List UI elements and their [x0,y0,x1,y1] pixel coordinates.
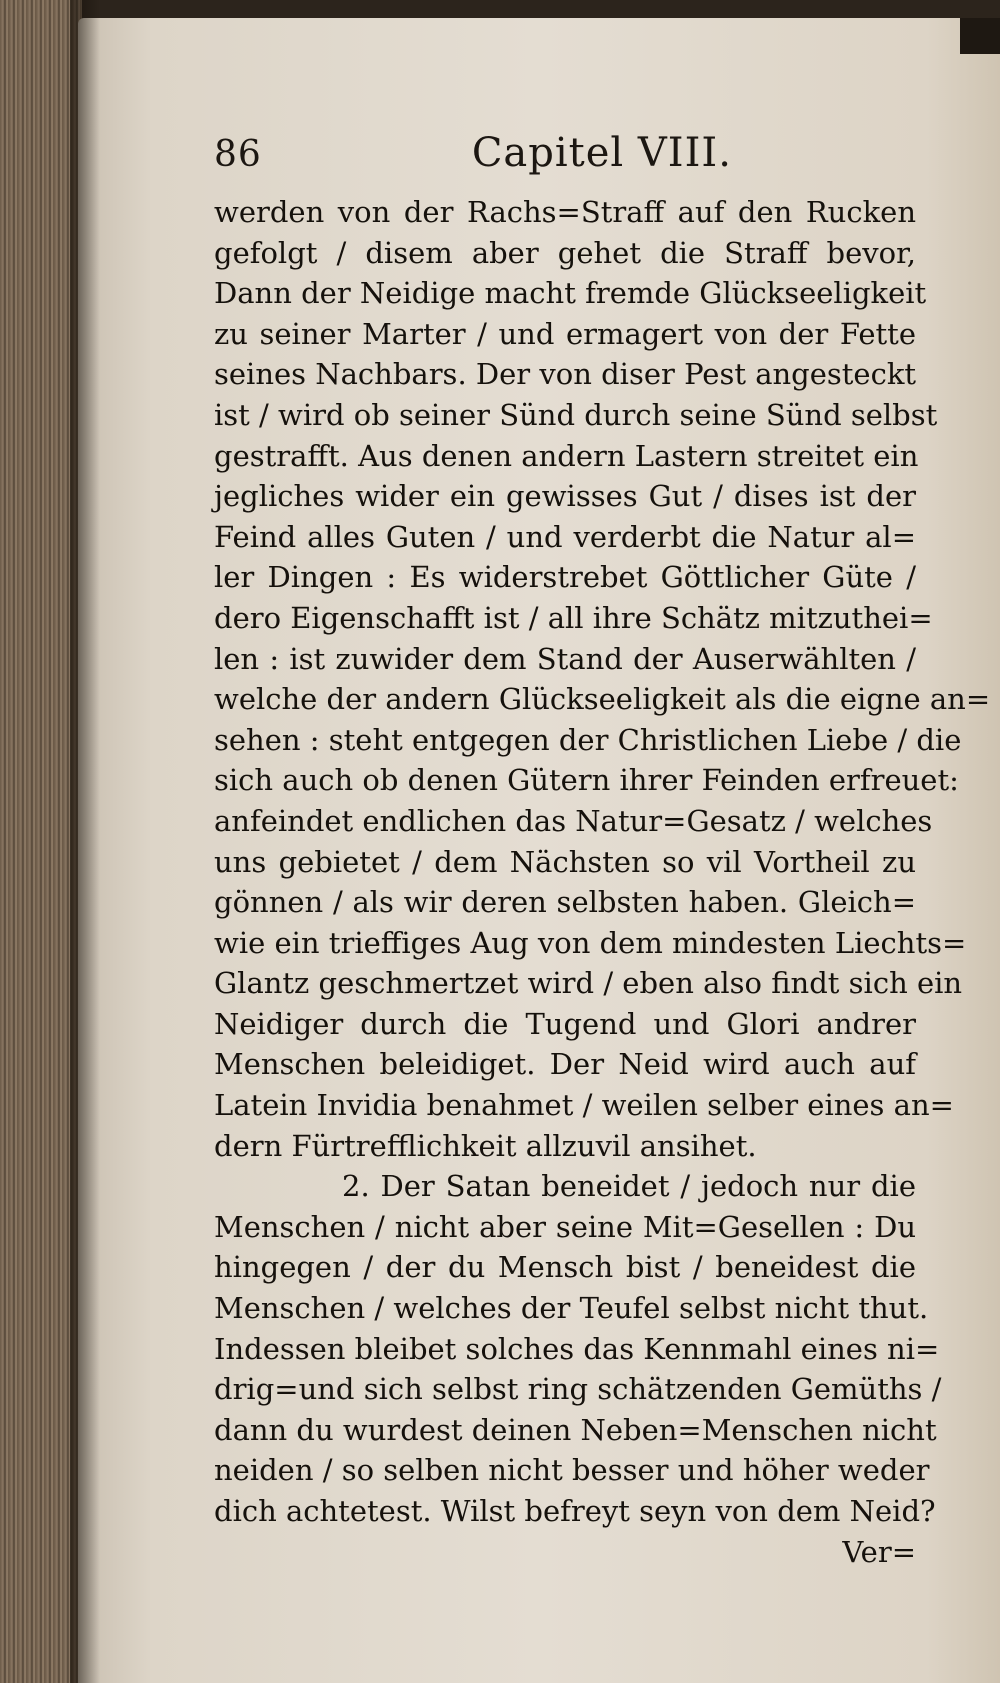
text-line: Neidiger durch die Tugend und Glori andrer [214,1006,916,1041]
text-line: Menschen / nicht aber seine Mit=Gesellen : Du [214,1209,916,1244]
text-line: gönnen / als wir deren selbsten haben. Gleich= [214,885,916,920]
text-line: dern Fürtrefflichkeit allzuvil ansihet. [214,1128,757,1163]
running-header [214,130,904,190]
text-line: Menschen / welches der Teufel selbst nicht thut. [214,1291,929,1326]
gutter-shadow [70,0,100,1683]
text-line: gestrafft. Aus denen andern Lastern streitet ein [214,438,919,473]
text-line: dero Eigenschafft ist / all ihre Schätz mitzuthei= [214,600,933,635]
chapter-title: Capitel VIII. [471,130,732,176]
text-line: wie ein trieffiges Aug von dem mindesten Liechts= [214,925,967,960]
text-line: uns gebietet / dem Nächsten so vil Vortheil zu [214,844,916,879]
text-line: Indessen bleibet solches das Kennmahl eines ni= [214,1331,940,1366]
text-line: Latein Invidia benahmet / weilen selber eines an= [214,1088,954,1123]
catchword: Ver= [842,1534,916,1569]
text-line: drig=und sich selbst ring schätzenden Gemüths / [214,1372,942,1407]
text-line: ist / wird ob seiner Sünd durch seine Sünd selbst [214,397,938,432]
text-line: Glantz geschmertzet wird / eben also findt sich ein [214,966,963,1001]
text-line: welche der andern Glückseeligkeit als die eigne an= [214,682,991,717]
text-line: Menschen beleidiget. Der Neid wird auch auf [214,1047,916,1082]
text-line: seines Nachbars. Der von diser Pest angesteckt [214,357,917,392]
background-corner [960,18,1000,54]
text-line: Dann der Neidige macht fremde Glückseeligkeit [214,276,927,311]
text-line: anfeindet endlichen das Natur=Gesatz / welches [214,803,933,838]
text-line: len : ist zuwider dem Stand der Auserwählten / [214,641,916,676]
text-line: hingegen / der du Mensch bist / beneidest die [214,1250,916,1285]
text-line: ler Dingen : Es widerstrebet Göttlicher Güte / [214,560,916,595]
text-line: zu seiner Marter / und ermagert von der Fette [214,316,916,351]
text-line: dann du wurdest deinen Neben=Menschen nicht [214,1412,937,1447]
text-line: sehen : steht entgegen der Christlichen Liebe / die [214,722,962,757]
body-text [214,192,991,1572]
text-line: Feind alles Guten / und verderbt die Natur al= [214,519,916,554]
text-line: 2. Der Satan beneidet / jedoch nur die [342,1169,916,1204]
text-line: werden von der Rachs=Straff auf den Rucken [214,195,916,229]
page-number: 86 [214,134,262,175]
text-line: neiden / so selben nicht besser und höher weder [214,1453,930,1488]
text-line: dich achtetest. Wilst befreyt seyn von dem Neid? [214,1494,936,1528]
text-line: sich auch ob denen Gütern ihrer Feinden erfreuet: [214,763,959,798]
text-line: jegliches wider ein gewisses Gut / dises ist der [214,479,916,514]
text-line: gefolgt / disem aber gehet die Straff bevor, [214,235,916,270]
